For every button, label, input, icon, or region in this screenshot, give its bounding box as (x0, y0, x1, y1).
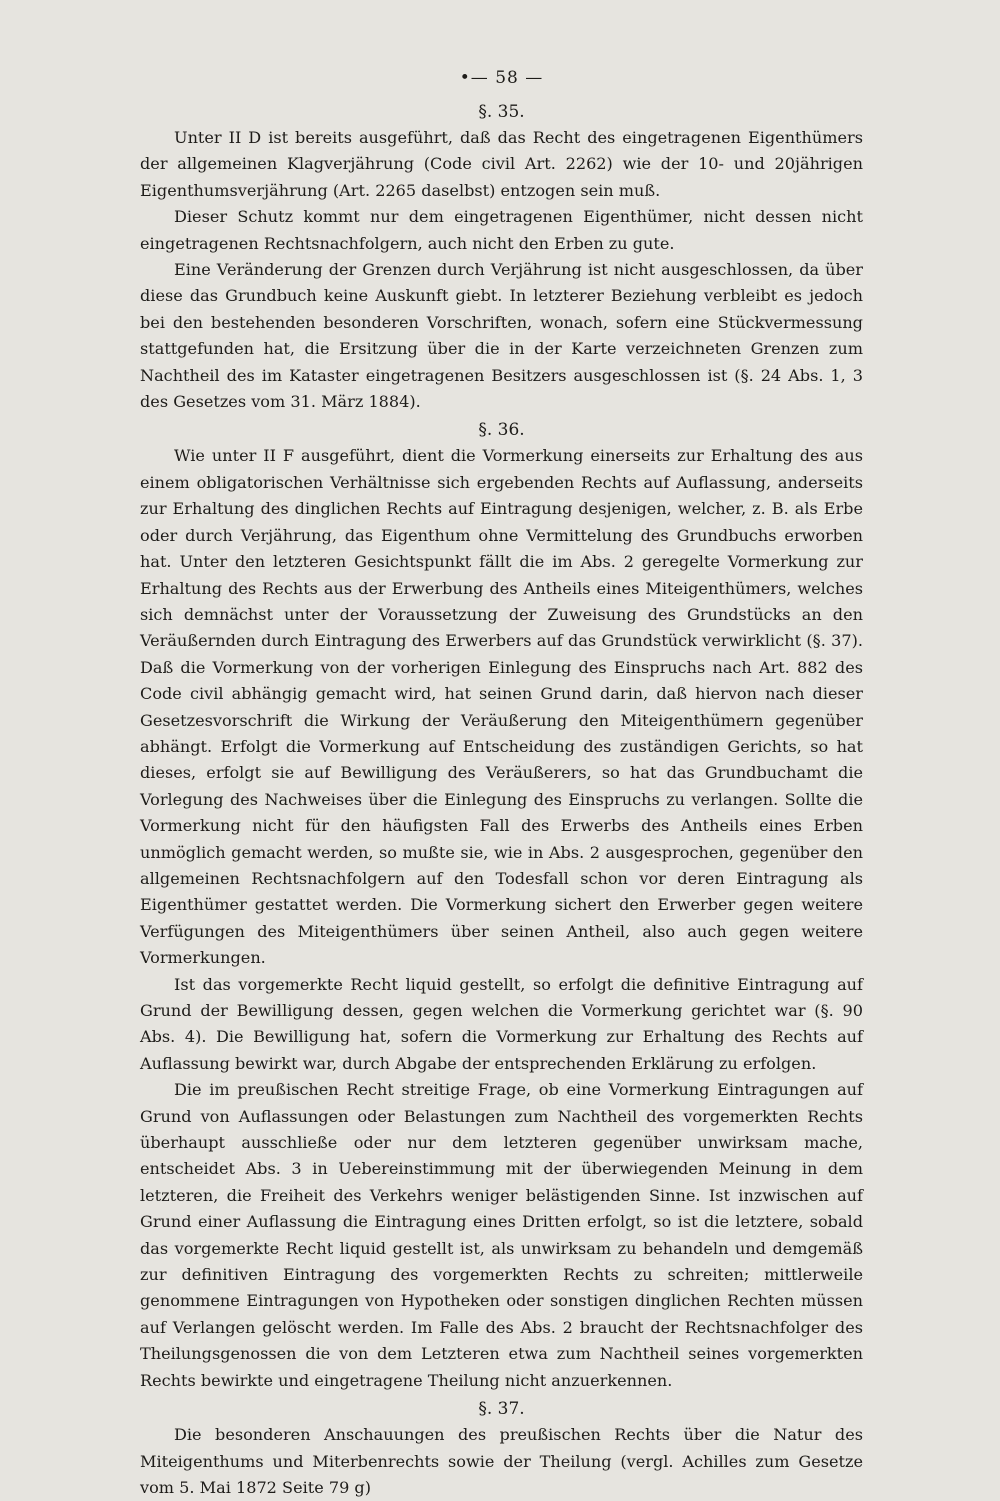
section-heading: §. 35. (478, 102, 525, 122)
paragraph: Die im preußischen Recht streitige Frage, ob eine Vormerkung Eintragungen auf Grund von Auflassungen oder Belastungen zum Nachtheil des vorgemerkten Rechts überhaupt ausschließe oder nur dem letzteren gegenüber unwirksam mache, entscheidet Abs. 3 in Uebereinstimmung mit der überwiegenden Meinung in dem letzteren, die Freiheit des Verkehrs weniger belästigenden Sinne. Ist inzwischen auf Grund einer Auflassung die Eintragung eines Dritten erfolgt, so ist die letztere, sobald das vorgemerkte Recht liquid gestellt ist, als unwirksam zu behandeln und demgemäß zur definitiven Eintragung des vorgemerkten Rechts zu schreiten; mittlerweile genommene Eintragungen von Hypotheken oder sonstigen dinglichen Rechten müssen auf Verlangen gelöscht werden. Im Falle des Abs. 2 braucht der Rechtsnachfolger des Theilungsgenossen die von dem Letzteren etwa zum Nachtheil seines vorgemerkten Rechts bewirkte und eingetragene Theilung nicht anzuerkennen. (140, 1080, 863, 1390)
paragraph: Eine Veränderung der Grenzen durch Verjährung ist nicht ausgeschlossen, da über diese das Grundbuch keine Auskunft giebt. In letzterer Beziehung verbleibt es jedoch bei den bestehenden besonderen Vorschriften, wonach, sofern eine Stückvermessung stattgefunden hat, die Ersitzung über die in der Karte verzeichneten Grenzen zum Nachtheil des im Kataster eingetragenen Besitzers ausgeschlossen ist (§. 24 Abs. 1, 3 des Gesetzes vom 31. März 1884). (140, 260, 863, 412)
paragraph: Unter II D ist bereits ausgeführt, daß das Recht des eingetragenen Eigenthümers der allgemeinen Klagverjährung (Code civil Art. 2262) wie der 10- und 20jährigen Eigenthumsverjährung (Art. 2265 daselbst) entzogen sein muß. (140, 128, 863, 200)
paragraph: Dieser Schutz kommt nur dem eingetragenen Eigenthümer, nicht dessen nicht eingetragenen Rechtsnachfolgern, auch nicht den Erben zu gute. (140, 207, 863, 253)
paragraph: Die besonderen Anschauungen des preußischen Rechts über die Natur des Miteigenthums und Miterbenrechts sowie der Theilung (vergl. Achilles zum Gesetze vom 5. Mai 1872 Seite 79 g) (140, 1425, 863, 1497)
section-heading: §. 37. (478, 1399, 525, 1420)
section-37 (140, 1399, 863, 1501)
section-35 (140, 102, 863, 415)
paragraph: Ist das vorgemerkte Recht liquid gestellt, so erfolgt die definitive Eintragung auf Grund der Bewilligung dessen, gegen welchen die Vormerkung gerichtet war (§. 90 Abs. 4). Die Bewilligung hat, sofern die Vormerkung zur Erhaltung des Rechts auf Auflassung bewirkt war, durch Abgabe der entsprechenden Erklärung zu erfolgen. (140, 974, 863, 1073)
page-number: •— 58 — (459, 68, 544, 88)
paragraph: Wie unter II F ausgeführt, dient die Vormerkung einerseits zur Erhaltung des aus einem obligatorischen Verhältnisse sich ergebenden Rechts auf Auflassung, anderseits zur Erhaltung des dinglichen Rechts auf Eintragung desjenigen, welcher, z. B. als Erbe oder durch Verjährung, das Eigenthum ohne Vermittelung des Grundbuchs erworben hat. Unter den letzteren Gesichtspunkt fällt die im Abs. 2 geregelte Vormerkung zur Erhaltung des Rechts aus der Erwerbung des Antheils eines Miteigenthümers, welches sich demnächst unter der Voraussetzung der Zuweisung des Grundstücks an den Veräußernden durch Eintragung des Erwerbers auf das Grundstück verwirklicht (§. 37). Daß die Vormerkung von der vorherigen Einlegung des Einspruchs nach Art. 882 des Code civil abhängig gemacht wird, hat seinen Grund darin, daß hiervon nach dieser Gesetzesvorschrift die Wirkung der Veräußerung den Miteigenthümern gegenüber abhängt. Erfolgt die Vormerkung auf Entscheidung des zuständigen Gerichts, so hat dieses, erfolgt sie auf Bewilligung des Veräußerers, so hat das Grundbuchamt die Vorlegung des Nachweises über die Einlegung des Einspruchs zu verlangen. Sollte die Vormerkung nicht für den häufigsten Fall des Erwerbs des Antheils eines Erben unmöglich gemacht werden, so mußte sie, wie in Abs. 2 ausgesprochen, gegenüber den allgemeinen Rechtsnachfolgern auf den Todesfall schon vor deren Eintragung als Eigenthümer gestattet werden. Die Vormerkung sichert den Erwerber gegen weitere Verfügungen des Miteigenthümers über seinen Antheil, also auch gegen weitere Vormerkungen. (140, 446, 863, 968)
section-heading: §. 36. (478, 420, 525, 441)
section-36 (140, 420, 863, 1394)
